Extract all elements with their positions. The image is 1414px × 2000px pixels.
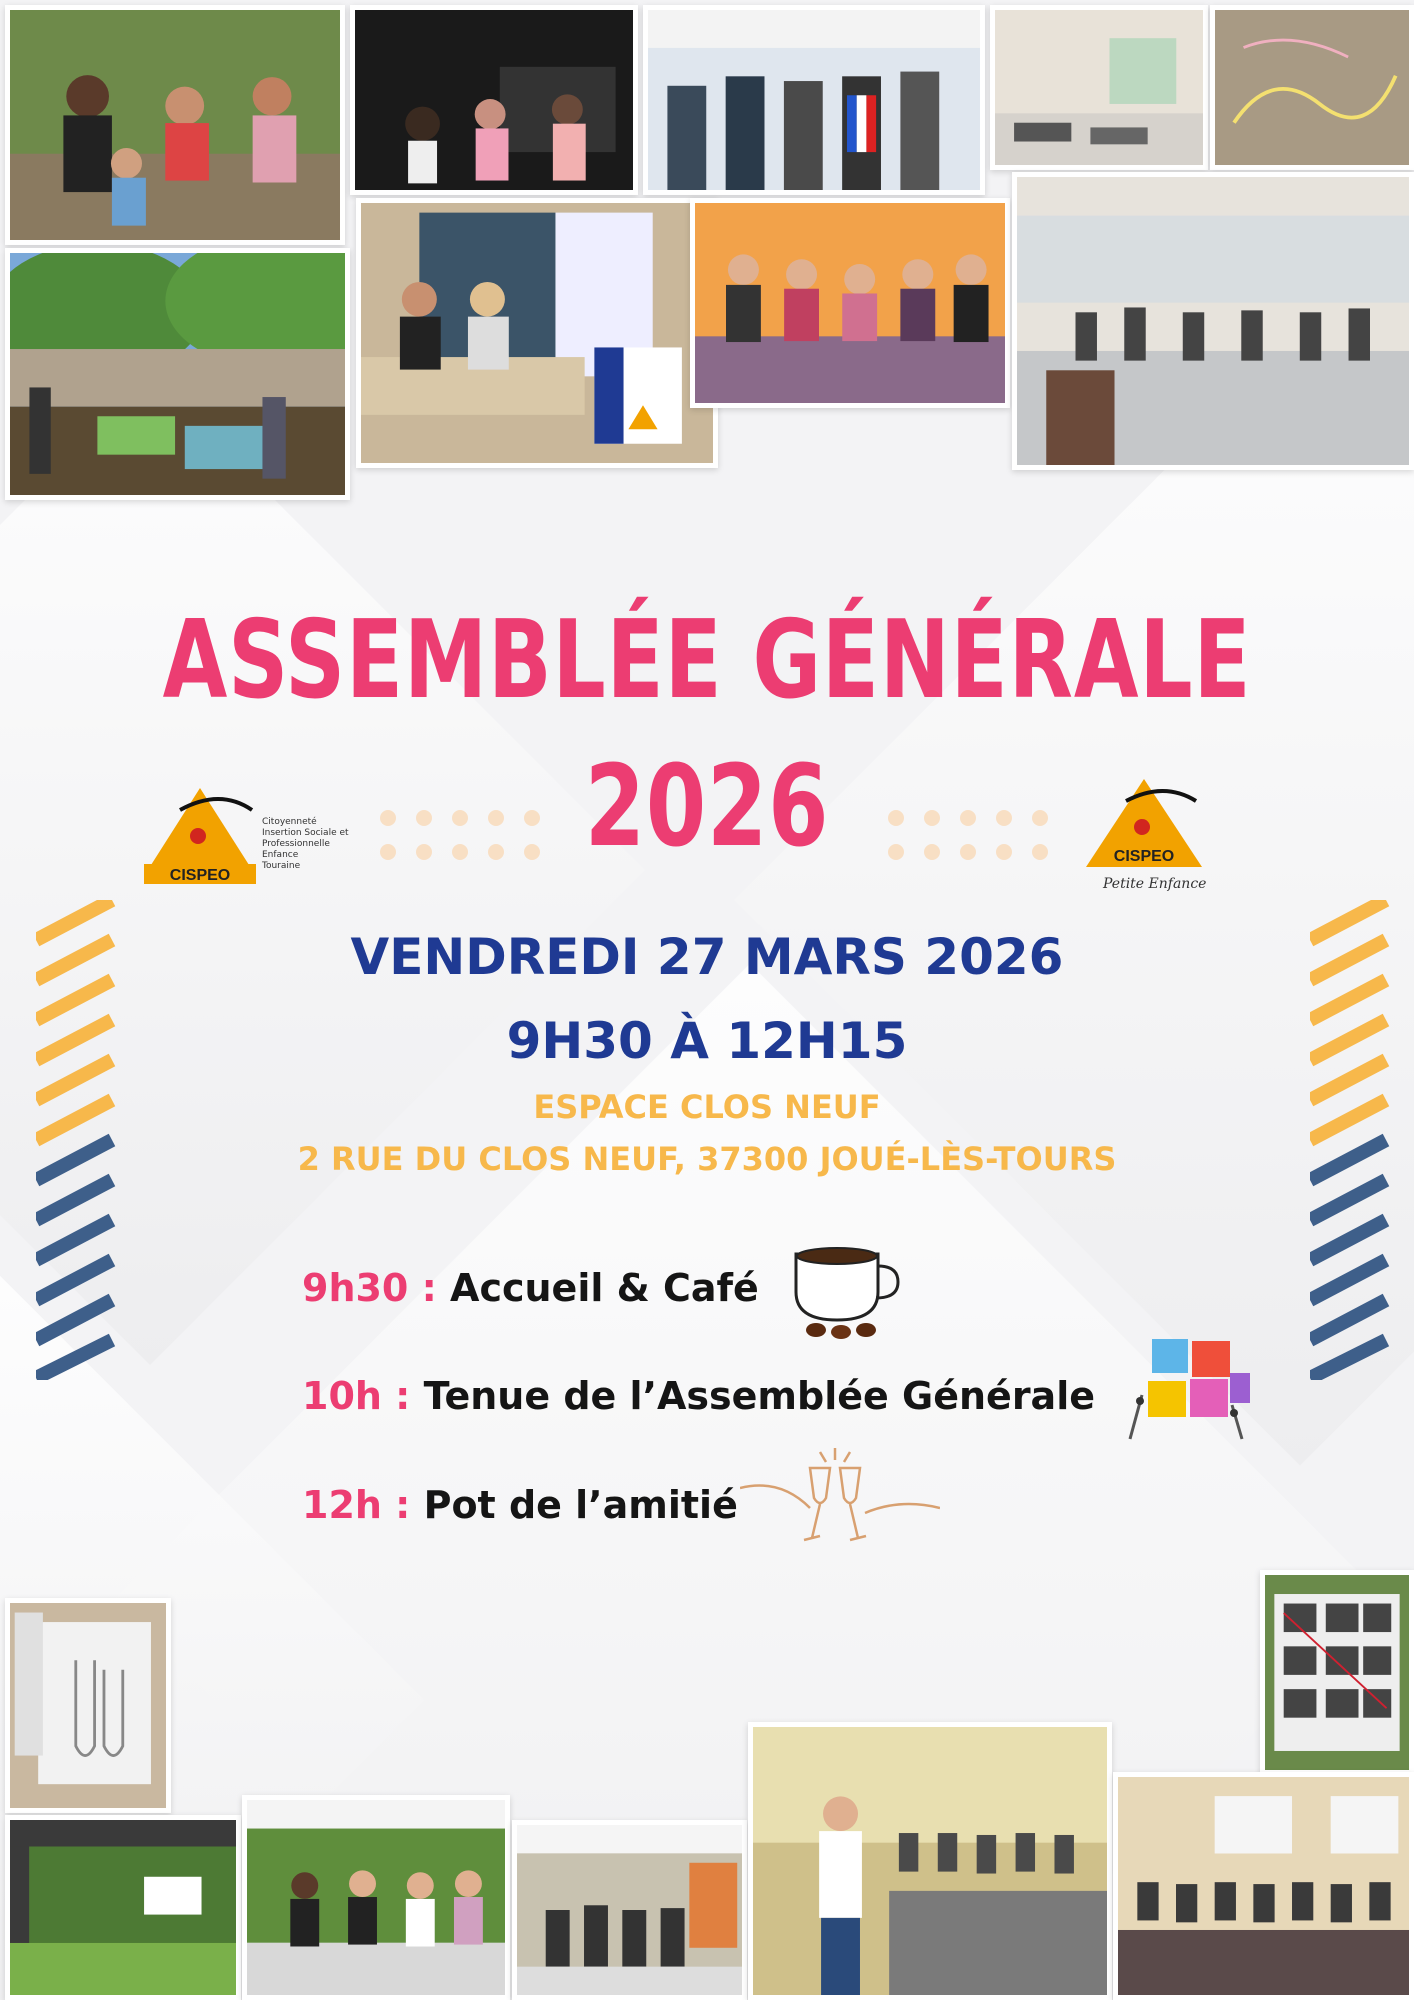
photo-knitting-group [690,198,1010,408]
puzzle-team-icon [1122,1335,1256,1443]
photo-empty-room [990,5,1208,170]
photo-drawing-bottles [5,1598,171,1813]
program-item [302,1266,759,1310]
photo-chalk-ground [1210,5,1414,170]
event-address: 2 RUE DU CLOS NEUF, 37300 JOUÉ-LÈS-TOURS [297,1140,1117,1178]
event-venue: ESPACE CLOS NEUF [533,1088,881,1126]
photo-exhibition-board [1260,1570,1414,1775]
coffee-cup-icon [786,1240,906,1340]
program-time: 10h : [302,1374,411,1418]
program-label: Pot de l’amitié [423,1483,738,1527]
right-logo-name: CISPEO [1113,848,1175,865]
photo-outdoor-playground [5,248,350,500]
photo-france-services-visit [643,5,985,195]
left-logo-name: CISPEO [169,867,231,884]
main-title: ASSEMBLÉE GÉNÉRALE [162,598,1252,723]
program-label: Tenue de l’Assemblée Générale [423,1374,1095,1418]
petite-enfance-label: Petite Enfance [1103,876,1207,892]
champagne-toast-icon [740,1438,940,1558]
photo-circle-meeting [1012,172,1414,470]
photo-families-garden [5,5,345,245]
program-item [302,1483,738,1527]
program-time: 12h : [302,1483,411,1527]
main-title-year: 2026 [584,742,830,872]
cispeo-logo-left-tagline: Citoyenneté Insertion Sociale et Professionnelle Enfance Touraine [262,817,349,871]
cispeo-logo-left [140,780,260,892]
program-label: Accueil & Café [450,1266,759,1310]
cispeo-logo-right [1082,775,1206,879]
photo-tent-group [512,1820,747,2000]
photo-info-stand [356,198,718,468]
event-time: 9H30 À 12H15 [506,1012,908,1070]
photo-children-drums [350,5,638,195]
photo-conference-speaker [748,1722,1112,2000]
program-item [302,1374,1095,1418]
photo-outdoor-table [242,1795,510,2000]
program-time: 9h30 : [302,1266,437,1310]
photo-conference-audience [1113,1772,1414,2000]
dots-decoration-right [888,810,1048,860]
photo-garden-pergola [5,1815,241,2000]
dots-decoration-left [380,810,540,860]
event-date: VENDREDI 27 MARS 2026 [350,928,1064,986]
